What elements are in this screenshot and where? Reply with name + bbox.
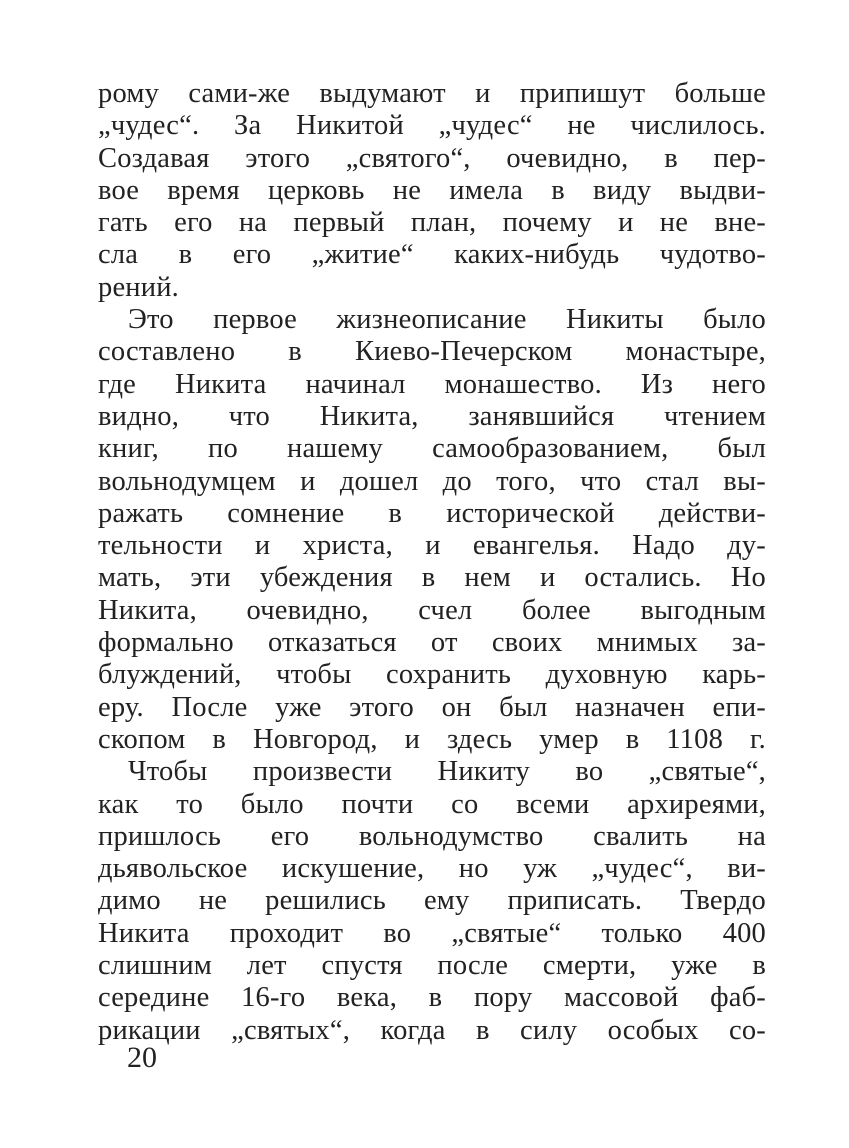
text-line: составлено в Киево-Печерском монастыре,: [98, 336, 766, 368]
text-line: Создавая этого „святого“, очевидно, в пер-: [98, 142, 766, 174]
text-line: рений.: [98, 271, 179, 303]
text-line: ражать сомнение в исторической действи-: [98, 497, 766, 529]
text-line: вольнодумцем и дошел до того, что стал вы-: [98, 465, 766, 497]
text-line: середине 16-го века, в пору массовой фаб-: [98, 982, 766, 1014]
text-line: пришлось его вольнодумство свалить на: [98, 820, 766, 852]
text-line: еру. После уже этого он был назначен епи-: [98, 691, 766, 723]
text-line: как то было почти со всеми архиреями,: [98, 788, 766, 820]
text-line: формально отказаться от своих мнимых за-: [98, 627, 766, 659]
text-line: Никита, очевидно, счел более выгодным: [98, 594, 766, 626]
text-line: мать, эти убеждения в нем и остались. Но: [98, 562, 766, 594]
text-line: димо не решились ему приписать. Твердо: [98, 885, 766, 917]
text-line: гать его на первый план, почему и не вне-: [98, 207, 766, 239]
text-line: рикации „святых“, когда в силу особых со-: [98, 1014, 766, 1046]
text-line: тельности и христа, и евангелья. Надо ду-: [98, 530, 766, 562]
body-text: [98, 78, 766, 1047]
text-line: „чудес“. За Никитой „чудес“ не числилось.: [98, 110, 766, 142]
text-line: Это первое жизнеописание Никиты было: [128, 304, 766, 336]
text-line: книг, по нашему самообразованием, был: [98, 433, 766, 465]
text-line: слишним лет спустя после смерти, уже в: [98, 950, 766, 982]
text-line: где Никита начинал монашество. Из него: [98, 368, 766, 400]
text-line: блуждений, чтобы сохранить духовную карь-: [98, 659, 766, 691]
text-line: видно, что Никита, занявшийся чтением: [98, 400, 766, 432]
text-line: сла в его „житие“ каких-нибудь чудотво-: [98, 239, 766, 271]
text-line: Никита проходит во „святые“ только 400: [98, 917, 766, 949]
text-line: дьявольское искушение, но уж „чудес“, ви-: [98, 853, 766, 885]
text-line: вое время церковь не имела в виду выдви-: [98, 174, 766, 206]
text-line: скопом в Новгород, и здесь умер в 1108 г.: [98, 723, 766, 755]
text-line: рому сами-же выдумают и припишут больше: [98, 78, 766, 109]
page-number: 20: [127, 1041, 157, 1074]
text-line: Чтобы произвести Никиту во „святые“,: [128, 756, 766, 788]
